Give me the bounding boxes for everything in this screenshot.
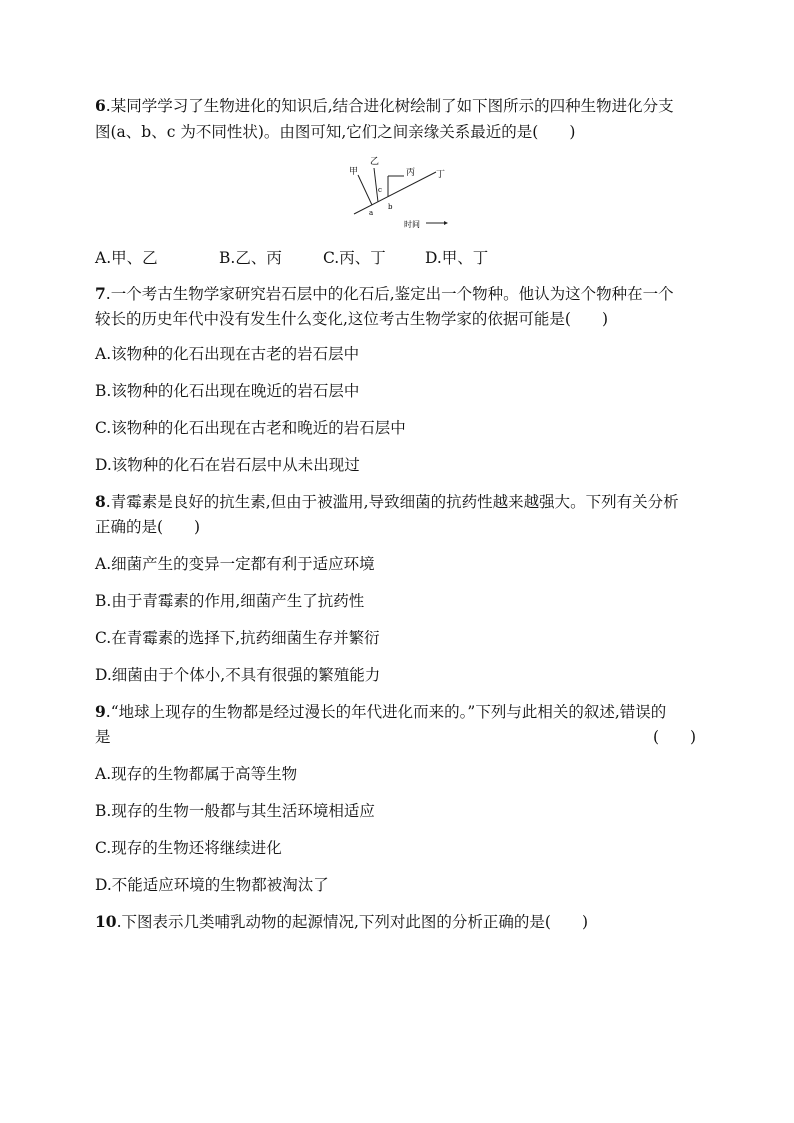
label-b: b xyxy=(388,203,393,211)
q6-number: 6 xyxy=(95,96,106,115)
q8-option-c: C.在青霉素的选择下,抗药细菌生存并繁衍 xyxy=(95,629,380,647)
q7-option-b: B.该物种的化石出现在晚近的岩石层中 xyxy=(95,382,360,400)
q6-line-1: 6.某同学学习了生物进化的知识后,结合进化树绘制了如下图所示的四种生物进化分支 xyxy=(95,96,674,115)
q6-line-2: 图(a、b、c 为不同性状)。由图可知,它们之间亲缘关系最近的是( ) xyxy=(95,123,576,141)
q9-answer-paren: ( ) xyxy=(653,728,697,746)
q10-line-1: 10.下图表示几类哺乳动物的起源情况,下列对此图的分析正确的是( ) xyxy=(95,912,589,931)
q9-line-1: 9.“地球上现存的生物都是经过漫长的年代进化而来的。”下列与此相关的叙述,错误的 xyxy=(95,702,667,721)
q9-number: 9 xyxy=(95,702,106,721)
q7-option-d: D.该物种的化石在岩石层中从未出现过 xyxy=(95,456,360,474)
label-yi: 乙 xyxy=(370,157,380,167)
label-ding: 丁 xyxy=(436,170,446,180)
branch-jia xyxy=(358,175,372,205)
label-c: c xyxy=(378,186,382,194)
q9-option-b: B.现存的生物一般都与其生活环境相适应 xyxy=(95,802,375,820)
evolution-tree-diagram xyxy=(340,150,460,232)
q6-option-c: C.丙、丁 xyxy=(323,249,386,267)
label-jia: 甲 xyxy=(349,167,359,177)
q6-option-d: D.甲、丁 xyxy=(425,249,489,267)
q8-line-1: 8.青霉素是良好的抗生素,但由于被滥用,导致细菌的抗药性越来越强大。下列有关分析 xyxy=(95,492,679,511)
q9-option-c: C.现存的生物还将继续进化 xyxy=(95,839,282,857)
q7-line-2: 较长的历史年代中没有发生什么变化,这位考古生物学家的依据可能是( ) xyxy=(95,310,609,328)
label-a: a xyxy=(369,209,374,217)
time-arrow-head xyxy=(444,221,448,225)
q8-number: 8 xyxy=(95,492,106,511)
q7-number: 7 xyxy=(95,284,106,303)
q8-line-2: 正确的是( ) xyxy=(95,518,201,536)
q6-option-b: B.乙、丙 xyxy=(219,249,282,267)
q8-option-b: B.由于青霉素的作用,细菌产生了抗药性 xyxy=(95,592,365,610)
label-time: 时间 xyxy=(404,220,420,229)
q9-option-a: A.现存的生物都属于高等生物 xyxy=(95,765,298,783)
q8-option-d: D.细菌由于个体小,不具有很强的繁殖能力 xyxy=(95,666,381,684)
label-bing: 丙 xyxy=(406,168,416,178)
q6-options xyxy=(95,246,705,268)
q6-option-a: A.甲、乙 xyxy=(95,249,158,267)
q7-option-a: A.该物种的化石出现在古老的岩石层中 xyxy=(95,345,360,363)
q10-number: 10 xyxy=(95,912,117,931)
q9-line-2: 是 xyxy=(95,728,111,746)
q7-option-c: C.该物种的化石出现在古老和晚近的岩石层中 xyxy=(95,419,406,437)
q7-line-1: 7.一个考古生物学家研究岩石层中的化石后,鉴定出一个物种。他认为这个物种在一个 xyxy=(95,284,674,303)
q8-option-a: A.细菌产生的变异一定都有利于适应环境 xyxy=(95,555,375,573)
q9-option-d: D.不能适应环境的生物都被淘汰了 xyxy=(95,876,329,894)
branch-yi xyxy=(374,168,378,202)
